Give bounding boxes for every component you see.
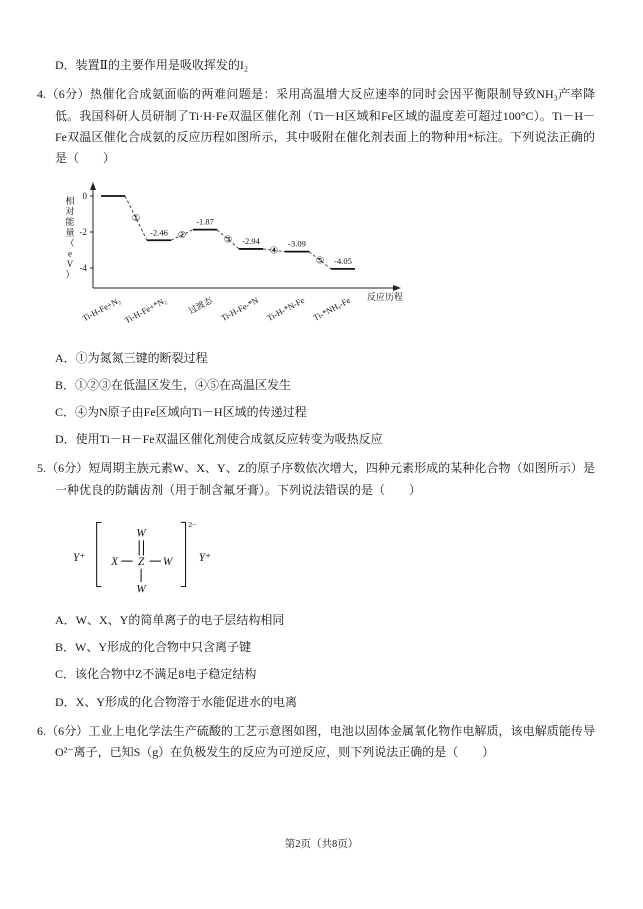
energy-value: -3.09 [288,238,306,249]
bracket-right-icon [181,522,186,586]
q5-stem: 5.（6分）短周期主族元素W、X、Y、Z的原子序数依次增大，四种元素形成的某种化合物（如图所示）是一种优良的防龋齿剂（用于制含氟牙膏）。下列说法错误的是（ ） [37,461,595,497]
species-label: Ti-H-Fe+*N₂ [122,294,168,325]
x-axis-arrow-icon [393,285,401,291]
q4-energy-diagram [59,178,409,336]
atom-bottom: W [136,583,146,596]
q5-option: A．W、X、Y的简单离子的电子层结构相同 [55,613,285,628]
step-marker: ① [131,213,141,224]
step-marker: ③ [223,234,233,245]
cation-left: Y⁺ [73,552,86,565]
species-label: Ti-H-Fe+N₂ [80,294,122,323]
atom-top: W [136,527,146,540]
bracket-left-icon [97,522,102,586]
energy-value: -2.46 [150,226,168,237]
energy-value: -4.05 [334,255,352,266]
q5-option: C．该化合物中Z不满足8电子稳定结构 [55,667,257,682]
y-axis-arrow-icon [90,182,96,190]
q4-option: D．使用Ti－H－Fe双温区催化剂使合成氨反应转变为吸热反应 [55,432,383,447]
anion-charge: 2− [188,520,197,530]
y-tick-label: 0 [82,190,87,201]
y-tick-label: -4 [79,262,87,273]
species-label: Ti-*NHₓ-Fe [311,294,352,323]
y-tick-label: -2 [79,226,87,237]
q4-options [37,349,595,450]
step-marker: ② [177,230,187,241]
atom-right: W [162,555,173,568]
q5-structure-figure [67,511,219,598]
q5-option: D．X、Y形成的化合物溶于水能促进水的电离 [55,694,297,709]
atom-center: Z [137,555,145,568]
q5-option: B．W、Y形成的化合物中只含离子键 [55,640,251,655]
cation-right: Y⁺ [198,552,212,565]
y-axis-label: 相对能量（ e V ） [65,195,75,280]
q4-option: B．①②③在低温区发生，④⑤在高温区发生 [55,377,292,392]
energy-value: -1.87 [196,216,214,227]
step-marker: ⑤ [315,255,325,266]
species-label: 过渡态 [186,294,214,316]
q6-stem: 6.（6分）工业上电化学法生产硫酸的工艺示意图如图，电池以固体金属氧化物作电解质，该电解质能传导O²⁻离子，已知S（g）在负极发生的反应为可逆反应，则下列说法正确的是（ ） [37,723,595,760]
prev-question-option-d: D．装置Ⅱ的主要作用是吸收挥发的I₂ [55,58,249,72]
q5-options [37,611,595,712]
q4-stem: 4.（6分）热催化合成氨面临的两难问题是：采用高温增大反应速率的同时会因平衡限制导致NH₃产率降低。我国科研人员研制了Ti·H·Fe双温区催化剂（Ti－H区域和Fe区域的温度差可超过100°C）。Ti－H－Fe双温区催化合成氨的反应历程如图所示，其中吸附在催化剂表面上的物种用*标注。下列说法正确的是（ ） [37,87,595,166]
species-label: Ti-H-Fe-*N [219,294,260,323]
atom-left: X [111,555,119,568]
q4-option: A．①为氮氮三键的断裂过程 [55,350,208,365]
q4-option: C．④为N原子由Fe区域向Ti－H区域的传递过程 [55,405,307,419]
step-marker: ④ [269,245,279,256]
species-label: Ti-H-*N-Fe [265,294,306,323]
energy-value: -2.94 [242,235,260,246]
x-axis-label: 反应历程 [366,291,403,302]
page-footer: 第2页（共8页） [284,839,359,850]
